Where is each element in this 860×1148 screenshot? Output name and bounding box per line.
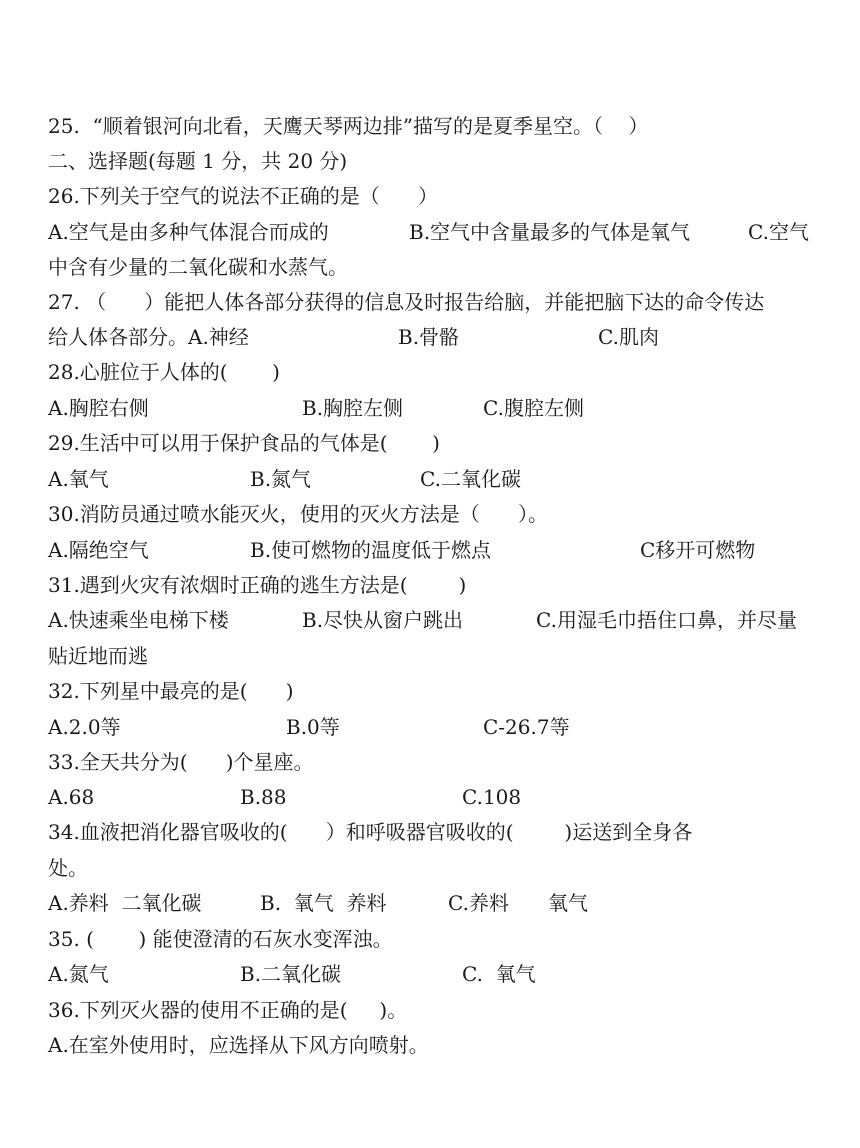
question-27: 27. （ ）能把人体各部分获得的信息及时报告给脑，并能把脑下达的命令传达: [48, 290, 765, 314]
question-34: 34.血液把消化器官吸收的( ）和呼吸器官吸收的( )运送到全身各: [48, 820, 693, 844]
option-30-b: B.使可燃物的温度低于燃点: [250, 538, 492, 562]
option-30-a: A.隔绝空气: [48, 538, 149, 562]
option-35-c: C. 氧气: [462, 962, 536, 986]
question-34-continued: 处。: [48, 856, 88, 880]
question-28: 28.心脏位于人体的( ): [48, 360, 280, 384]
question-25: 25. “顺着银河向北看，天鹰天琴两边排”描写的是夏季星空。（ ）: [48, 114, 649, 138]
option-36-a: A.在室外使用时，应选择从下风方向喷射。: [48, 1033, 429, 1057]
option-33-b: B.88: [240, 785, 287, 809]
option-33-c: C.108: [462, 785, 522, 809]
option-31-b: B.尽快从窗户跳出: [302, 608, 464, 632]
question-35: 35. ( ) 能使澄清的石灰水变浑浊。: [48, 927, 393, 951]
option-27-b: B.骨骼: [398, 325, 460, 349]
option-28-a: A.胸腔右侧: [48, 396, 149, 420]
section-heading: 二、选择题(每题 1 分，共 20 分): [48, 149, 348, 173]
option-35-b: B.二氧化碳: [240, 962, 342, 986]
option-28-c: C.腹腔左侧: [483, 396, 584, 420]
option-34-b: B. 氧气 养料: [260, 891, 387, 915]
question-30: 30.消防员通过喷水能灭火，使用的灭火方法是（ ）。: [48, 502, 548, 526]
option-35-a: A.氮气: [48, 962, 109, 986]
option-34-c-second: 氧气: [548, 891, 588, 915]
option-32-a: A.2.0等: [48, 715, 121, 739]
option-32-c: C-26.7等: [483, 715, 570, 739]
option-26-c-continued: 中含有少量的二氧化碳和水蒸气。: [48, 255, 348, 279]
question-32: 32.下列星中最亮的是( ): [48, 679, 294, 703]
option-28-b: B.胸腔左侧: [302, 396, 404, 420]
question-36: 36.下列灭火器的使用不正确的是( )。: [48, 998, 408, 1022]
question-29: 29.生活中可以用于保护食品的气体是( ): [48, 431, 440, 455]
option-34-c: C.养料: [448, 891, 509, 915]
question-31: 31.遇到火灾有浓烟时正确的逃生方法是( ): [48, 573, 467, 597]
option-30-c: C移开可燃物: [640, 538, 756, 562]
question-27-continued: 给人体各部分。A.神经: [48, 325, 249, 349]
option-26-c: C.空气: [748, 220, 809, 244]
option-26-b: B.空气中含量最多的气体是氧气: [409, 220, 691, 244]
option-31-c-continued: 贴近地而逃: [48, 644, 148, 668]
option-29-c: C.二氧化碳: [420, 467, 521, 491]
option-27-c: C.肌肉: [598, 325, 659, 349]
question-33: 33.全天共分为( )个星座。: [48, 750, 314, 774]
option-26-a: A.空气是由多种气体混合而成的: [48, 220, 329, 244]
option-31-a: A.快速乘坐电梯下楼: [48, 608, 229, 632]
question-26: 26.下列关于空气的说法不正确的是（ ）: [48, 184, 438, 208]
option-29-b: B.氮气: [250, 467, 312, 491]
option-29-a: A.氧气: [48, 467, 109, 491]
option-33-a: A.68: [48, 785, 95, 809]
option-32-b: B.0等: [286, 715, 340, 739]
option-34-a: A.养料 二氧化碳: [48, 891, 202, 915]
option-31-c: C.用湿毛巾捂住口鼻，并尽量: [536, 608, 797, 632]
